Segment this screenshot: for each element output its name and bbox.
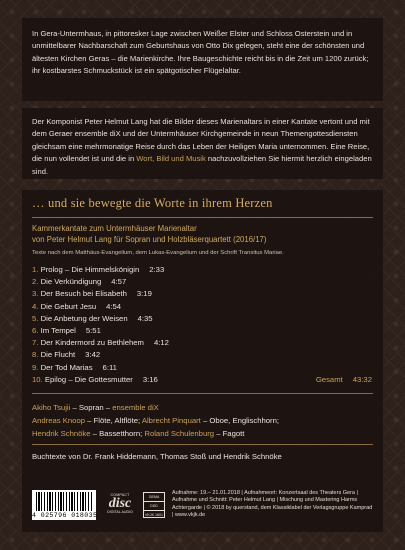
track-number: 10. <box>32 374 43 384</box>
track-title: Die Geburt Jesu <box>40 301 97 311</box>
track-duration: 6:11 <box>102 362 117 372</box>
track-title: Der Tod Marias <box>40 362 93 372</box>
composer-text <box>32 116 373 178</box>
track-number: 4. <box>32 301 39 311</box>
track-title: Der Besuch bei Elisabeth <box>40 289 127 299</box>
label-code: VKJK 1801 <box>145 513 163 517</box>
performer-role: – Fagott <box>214 428 245 438</box>
track-title: Prolog – Die Himmelskönigin <box>40 265 140 274</box>
disc-icon: disc <box>108 496 132 511</box>
track-item <box>32 349 372 361</box>
track-title: Die Flucht <box>40 350 76 360</box>
performers <box>32 402 279 440</box>
album-headline: … und sie bewegte die Worte in ihrem Herzen <box>32 196 273 210</box>
label-code: GEMA <box>144 493 164 502</box>
composer-panel <box>22 108 383 179</box>
performers-line-3 <box>32 428 279 441</box>
track-title: Im Tempel <box>40 325 76 335</box>
performers-line-2 <box>32 415 279 428</box>
divider-bottom <box>32 444 373 445</box>
performer-role: – Oboe, Englischhorn; <box>200 415 280 425</box>
performer-name: Akiho Tsujii <box>32 403 71 412</box>
barcode <box>32 490 96 520</box>
booklet-credits: Buchtexte von Dr. Frank Hiddemann, Thomas Stoß und Hendrik Schnöke <box>32 452 282 461</box>
track-item <box>32 374 372 386</box>
performer-name: Albrecht Pinquart <box>141 415 201 425</box>
track-number: 3. <box>32 289 39 299</box>
cd-logo-top: COMPACT <box>110 493 130 497</box>
barcode-number: 4 025796 018035 <box>32 512 98 519</box>
subtitle-line-2: von Peter Helmut Lang für Sopran und Holzbläserquartett (2016/17) <box>32 235 267 244</box>
track-duration: 4:12 <box>153 338 169 348</box>
performer-role: – Flöte, Altflöte; <box>85 415 142 425</box>
track-item <box>32 337 372 349</box>
track-duration: 5:51 <box>85 325 101 335</box>
total-value: 43:32 <box>352 374 372 384</box>
intro-panel <box>22 18 383 101</box>
total-duration <box>316 374 372 386</box>
performers-line-1 <box>32 402 279 415</box>
track-number: 5. <box>32 313 39 323</box>
track-duration: 3:42 <box>85 350 101 360</box>
track-item <box>32 325 372 337</box>
performer-name: Roland Schulenburg <box>144 428 215 438</box>
performer-role: – Sopran – <box>70 403 113 412</box>
track-number: 6. <box>32 325 39 335</box>
track-duration: 4:54 <box>106 301 122 311</box>
track-list <box>32 264 372 386</box>
performer-role: – Bassetthorn; <box>90 428 145 438</box>
track-duration: 3:19 <box>136 289 152 299</box>
track-duration: 4:35 <box>137 313 153 323</box>
intro-text: In Gera-Untermhaus, in pittoresker Lage zwischen Weißer Elster und Schloss Osterstein und in unmittelbarer Nachbarschaft zum Geburtshaus von Otto Dix gelegen, steht eine der schönsten und ältesten Kirchen Geras – die Marienkirche. Ihre Baugeschichte reicht bis in die Zeit um 1200 zurück; ihr kostbarstes Schmuckstück ist ein spätgotischer Flügelaltar. <box>32 29 369 76</box>
compact-disc-logo <box>105 493 135 517</box>
track-item <box>32 288 372 300</box>
label-codes <box>143 492 165 518</box>
track-number: 1. <box>32 265 39 274</box>
track-number: 2. <box>32 277 39 287</box>
composer-text-before: Der Komponist Peter Helmut Lang hat die Bilder dieses Marienaltars in einer Kantate vertont und mit dem Geraer ensemble diX und der Untermhäuser Kirchgemeinde in neun Themengottesdiensten gleichsam eine mehrmonatige Reise durch das Leben der Heiligen Maria unternommen. Eine Reise, die nun vollendet ist und die in <box>32 117 370 164</box>
track-item <box>32 276 372 288</box>
track-title: Die Verkündigung <box>40 277 102 287</box>
track-title: Die Anbetung der Weisen <box>40 313 128 323</box>
ensemble-name: ensemble diX <box>112 403 159 412</box>
track-title: Der Kindermord zu Bethlehem <box>40 338 144 348</box>
track-item <box>32 301 372 313</box>
track-number: 7. <box>32 338 39 348</box>
tracklist-panel <box>22 190 383 532</box>
track-number: 9. <box>32 362 39 372</box>
subtitle-line-1: Kammerkantate zum Untermhäuser Marienaltar <box>32 224 197 233</box>
cd-logo-bottom: DIGITAL AUDIO <box>107 510 133 514</box>
divider-middle <box>32 393 373 394</box>
label-code: DDD <box>144 502 164 511</box>
track-title: Epilog – Die Gottesmutter <box>44 374 133 384</box>
performer-name: Hendrik Schnöke <box>32 428 91 438</box>
performer-name: Andreas Knoop <box>32 415 85 425</box>
track-item <box>32 313 372 325</box>
track-duration: 2:33 <box>149 265 165 274</box>
text-sources: Texte nach dem Matthäus-Evangelium, dem Lukas-Evangelium und der Schrift Transitus Mariae. <box>32 250 284 256</box>
track-item <box>32 362 372 374</box>
track-duration: 4:57 <box>111 277 127 287</box>
track-number: 8. <box>32 350 39 360</box>
track-duration: 3:16 <box>142 374 158 384</box>
recording-credits: Aufnahme: 19.– 21.01.2018 | Aufnahmeort: Konzertsaal des Theaters Gera | Aufnahme und Schnitt: Peter Helmut Lang | Mischung und Mastering Harms Achtergarde | © 2018 by querstand, dem Klassiklabel der Verlagsgruppe Kamprad | www.vkjk.de <box>172 490 373 519</box>
composer-highlight: Wort, Bild und Musik <box>136 154 206 164</box>
barcode-bars <box>36 492 92 511</box>
track-item <box>32 264 372 276</box>
divider-top <box>32 217 373 218</box>
composer-text-after: nachzuvollziehen Sie hiermit herzlich eingeladen sind. <box>32 154 372 176</box>
total-label: Gesamt <box>315 374 343 384</box>
